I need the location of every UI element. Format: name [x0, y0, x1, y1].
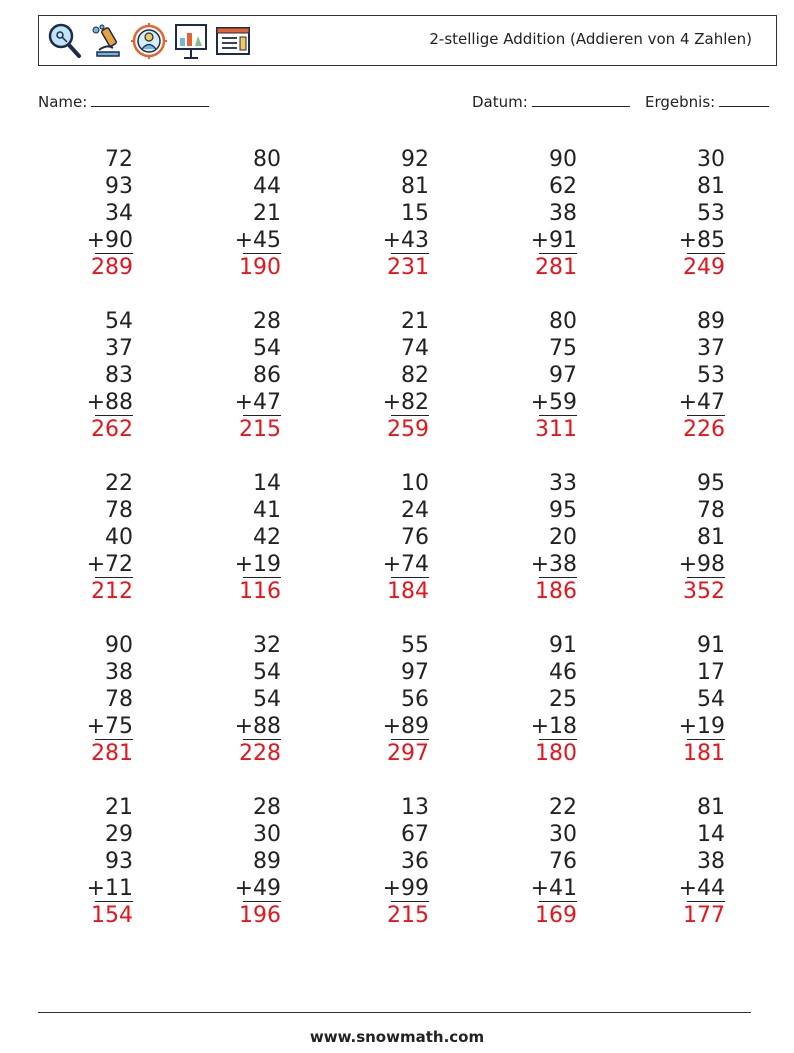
- problem-4-2: [201, 632, 281, 767]
- problem-4-4: [497, 632, 577, 767]
- addend: 93: [105, 849, 133, 874]
- addend: 95: [697, 471, 725, 496]
- addend: 21: [253, 201, 281, 226]
- addend: 78: [105, 687, 133, 712]
- problem-2-5: [645, 308, 725, 443]
- addend: 53: [697, 363, 725, 388]
- answer: 180: [535, 741, 577, 766]
- problem-5-3: [349, 794, 429, 929]
- addend: 86: [253, 363, 281, 388]
- problem-5-4: [497, 794, 577, 929]
- problem-5-1: [53, 794, 133, 929]
- addend: 10: [401, 471, 429, 496]
- problem-1-1: [53, 146, 133, 281]
- addend: 37: [697, 336, 725, 361]
- addend: 67: [401, 822, 429, 847]
- answer: 281: [535, 255, 577, 280]
- answer: 184: [387, 579, 429, 604]
- addend: 62: [549, 174, 577, 199]
- addend: 97: [401, 660, 429, 685]
- addend: 81: [401, 174, 429, 199]
- addend: 78: [697, 498, 725, 523]
- answer: 231: [387, 255, 429, 280]
- last-addend: +99: [382, 876, 429, 901]
- answer: 297: [387, 741, 429, 766]
- answer: 190: [239, 255, 281, 280]
- problem-5-2: [201, 794, 281, 929]
- addend: 25: [549, 687, 577, 712]
- problem-4-3: [349, 632, 429, 767]
- addend: 82: [401, 363, 429, 388]
- last-addend: +72: [86, 552, 133, 577]
- addend: 30: [549, 822, 577, 847]
- answer: 186: [535, 579, 577, 604]
- answer: 228: [239, 741, 281, 766]
- addend: 17: [697, 660, 725, 685]
- addend: 55: [401, 633, 429, 658]
- answer: 249: [683, 255, 725, 280]
- addend: 89: [253, 849, 281, 874]
- addend: 90: [549, 147, 577, 172]
- addend: 20: [549, 525, 577, 550]
- addend: 54: [253, 687, 281, 712]
- addend: 42: [253, 525, 281, 550]
- last-addend: +19: [678, 714, 725, 739]
- problem-3-2: [201, 470, 281, 605]
- addend: 30: [697, 147, 725, 172]
- answer: 116: [239, 579, 281, 604]
- problem-3-5: [645, 470, 725, 605]
- problem-1-4: [497, 146, 577, 281]
- addend: 22: [105, 471, 133, 496]
- addend: 41: [253, 498, 281, 523]
- answer: 226: [683, 417, 725, 442]
- addend: 54: [253, 336, 281, 361]
- last-addend: +88: [86, 390, 133, 415]
- problem-2-1: [53, 308, 133, 443]
- answer: 169: [535, 903, 577, 928]
- addend: 30: [253, 822, 281, 847]
- addend: 46: [549, 660, 577, 685]
- name-label: Name:: [38, 93, 88, 111]
- addend: 90: [105, 633, 133, 658]
- problem-1-2: [201, 146, 281, 281]
- addend: 54: [253, 660, 281, 685]
- problem-2-4: [497, 308, 577, 443]
- addend: 38: [105, 660, 133, 685]
- addend: 80: [253, 147, 281, 172]
- addend: 92: [401, 147, 429, 172]
- result-label: Ergebnis:: [645, 93, 716, 111]
- addend: 74: [401, 336, 429, 361]
- answer: 259: [387, 417, 429, 442]
- addend: 22: [549, 795, 577, 820]
- last-addend: +75: [86, 714, 133, 739]
- addend: 29: [105, 822, 133, 847]
- last-addend: +49: [234, 876, 281, 901]
- answer: 215: [239, 417, 281, 442]
- last-addend: +74: [382, 552, 429, 577]
- addend: 80: [549, 309, 577, 334]
- problem-3-3: [349, 470, 429, 605]
- addend: 38: [697, 849, 725, 874]
- answer: 352: [683, 579, 725, 604]
- last-addend: +98: [678, 552, 725, 577]
- answer: 289: [91, 255, 133, 280]
- addend: 76: [401, 525, 429, 550]
- problem-4-5: [645, 632, 725, 767]
- last-addend: +45: [234, 228, 281, 253]
- addend: 37: [105, 336, 133, 361]
- addend: 34: [105, 201, 133, 226]
- last-addend: +85: [678, 228, 725, 253]
- addend: 91: [549, 633, 577, 658]
- addend: 54: [697, 687, 725, 712]
- addend: 53: [697, 201, 725, 226]
- addend: 76: [549, 849, 577, 874]
- date-label: Datum:: [472, 93, 528, 111]
- addend: 40: [105, 525, 133, 550]
- addend: 93: [105, 174, 133, 199]
- answer: 212: [91, 579, 133, 604]
- last-addend: +82: [382, 390, 429, 415]
- addend: 81: [697, 174, 725, 199]
- answer: 215: [387, 903, 429, 928]
- problem-1-5: [645, 146, 725, 281]
- last-addend: +19: [234, 552, 281, 577]
- addend: 56: [401, 687, 429, 712]
- addend: 91: [697, 633, 725, 658]
- addend: 38: [549, 201, 577, 226]
- last-addend: +88: [234, 714, 281, 739]
- last-addend: +47: [234, 390, 281, 415]
- last-addend: +91: [530, 228, 577, 253]
- addend: 95: [549, 498, 577, 523]
- last-addend: +11: [86, 876, 133, 901]
- addend: 72: [105, 147, 133, 172]
- addend: 75: [549, 336, 577, 361]
- answer: 181: [683, 741, 725, 766]
- addend: 89: [697, 309, 725, 334]
- addend: 14: [253, 471, 281, 496]
- addend: 54: [105, 309, 133, 334]
- footer-divider: [38, 1012, 751, 1013]
- last-addend: +41: [530, 876, 577, 901]
- addend: 15: [401, 201, 429, 226]
- answer: 311: [535, 417, 577, 442]
- answer: 177: [683, 903, 725, 928]
- problem-3-1: [53, 470, 133, 605]
- last-addend: +89: [382, 714, 429, 739]
- addend: 24: [401, 498, 429, 523]
- problem-4-1: [53, 632, 133, 767]
- addend: 81: [697, 795, 725, 820]
- last-addend: +47: [678, 390, 725, 415]
- last-addend: +44: [678, 876, 725, 901]
- addend: 14: [697, 822, 725, 847]
- problem-2-3: [349, 308, 429, 443]
- addend: 83: [105, 363, 133, 388]
- answer: 196: [239, 903, 281, 928]
- problem-3-4: [497, 470, 577, 605]
- last-addend: +18: [530, 714, 577, 739]
- addend: 28: [253, 309, 281, 334]
- last-addend: +38: [530, 552, 577, 577]
- answer: 281: [91, 741, 133, 766]
- problem-1-3: [349, 146, 429, 281]
- problem-2-2: [201, 308, 281, 443]
- addend: 97: [549, 363, 577, 388]
- addend: 13: [401, 795, 429, 820]
- addend: 33: [549, 471, 577, 496]
- addend: 44: [253, 174, 281, 199]
- answer: 262: [91, 417, 133, 442]
- addend: 21: [105, 795, 133, 820]
- addend: 81: [697, 525, 725, 550]
- page-title: 2-stellige Addition (Addieren von 4 Zahlen): [429, 30, 752, 48]
- addend: 28: [253, 795, 281, 820]
- addend: 36: [401, 849, 429, 874]
- addend: 21: [401, 309, 429, 334]
- last-addend: +43: [382, 228, 429, 253]
- footer-url: www.snowmath.com: [309, 1028, 485, 1046]
- addend: 78: [105, 498, 133, 523]
- answer: 154: [91, 903, 133, 928]
- last-addend: +59: [530, 390, 577, 415]
- problem-5-5: [645, 794, 725, 929]
- addend: 32: [253, 633, 281, 658]
- last-addend: +90: [86, 228, 133, 253]
